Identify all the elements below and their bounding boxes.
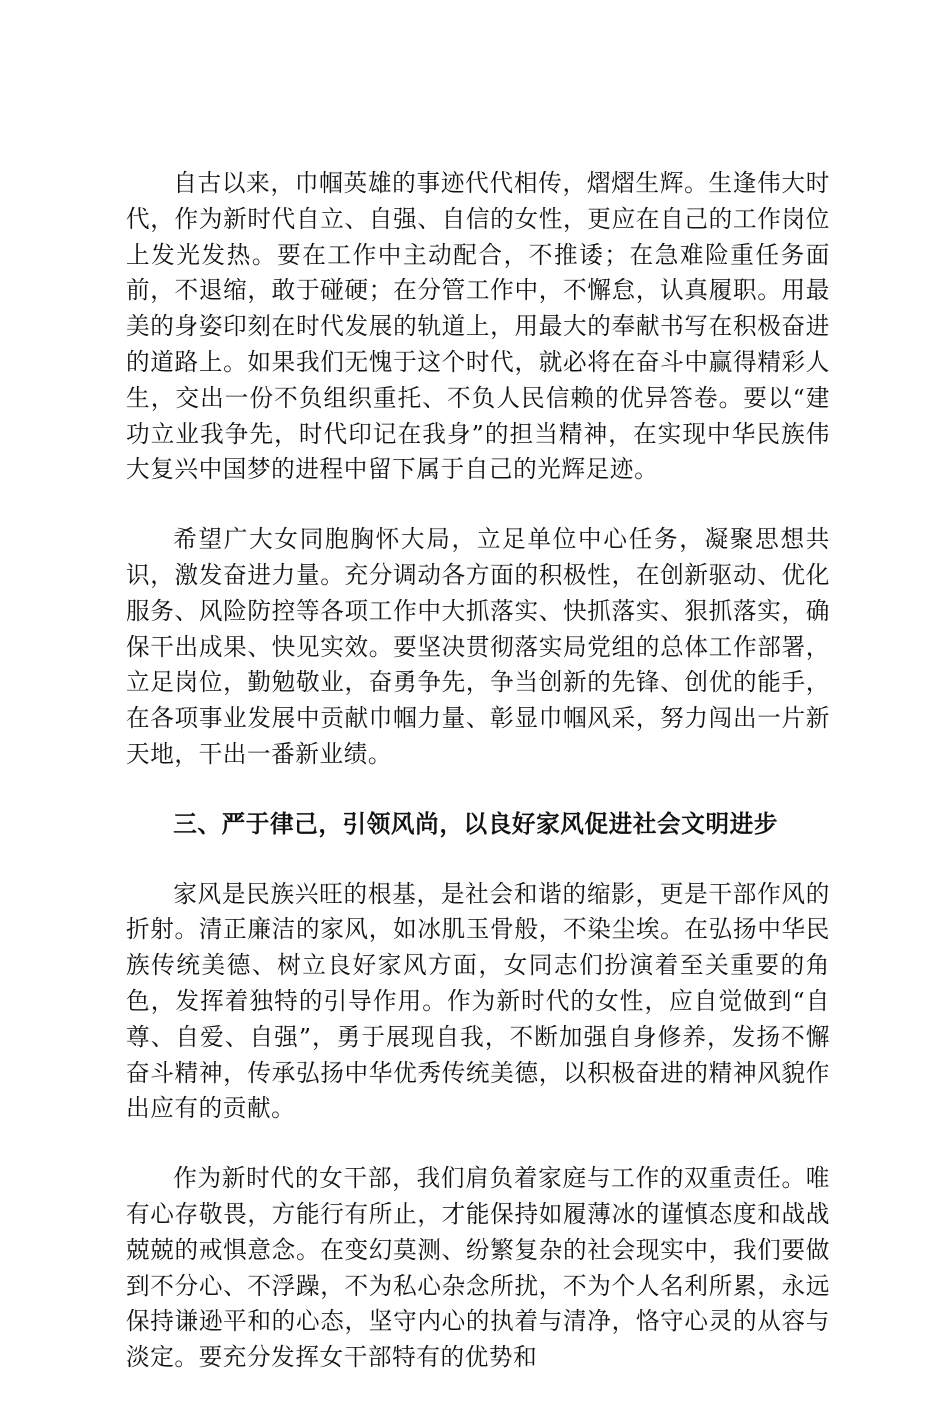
paragraph-hope: 希望广大女同胞胸怀大局，立足单位中心任务，凝聚思想共识，激发奋进力量。充分调动各方面的积极性，在创新驱动、优化服务、风险防控等各项工作中大抓落实、快抓落实、狠抓落实，确保干出成果、快见实效。要坚决贯彻落实局党组的总体工作部署，立足岗位，勤勉敬业，奋勇争先，争当创新的先锋、创优的能手，在各项事业发展中贡献巾帼力量、彰显巾帼风采，努力闯出一片新天地，干出一番新业绩。: [126, 525, 830, 768]
document-page: [126, 166, 830, 1410]
section-heading: 三、严于律己，引领风尚，以良好家风促进社会文明进步: [173, 809, 779, 838]
paragraph-female-cadres: 作为新时代的女干部，我们肩负着家庭与工作的双重责任。唯有心存敬畏，方能行有所止，才能保持如履薄冰的谨慎态度和战战兢兢的戒惧意念。在变幻莫测、纷繁复杂的社会现实中，我们要做到不分心、不浮躁，不为私心杂念所扰，不为个人名利所累，永远保持谦逊平和的心态，坚守内心的执着与清净，恪守心灵的从容与淡定。要充分发挥女干部特有的优势和: [126, 1164, 830, 1372]
paragraph-heroines: 自古以来，巾帼英雄的事迹代代相传，熠熠生辉。生逢伟大时代，作为新时代自立、自强、自信的女性，更应在自己的工作岗位上发光发热。要在工作中主动配合，不推诿；在急难险重任务面前，不退缩，敢于碰硬；在分管工作中，不懈怠，认真履职。用最美的身姿印刻在时代发展的轨道上，用最大的奉献书写在积极奋进的道路上。如果我们无愧于这个时代，就必将在奋斗中赢得精彩人生，交出一份不负组织重托、不负人民信赖的优异答卷。要以“建功立业我争先，时代印记在我身”的担当精神，在实现中华民族伟大复兴中国梦的进程中留下属于自己的光辉足迹。: [126, 169, 830, 484]
paragraph-family-style: 家风是民族兴旺的根基，是社会和谐的缩影，更是干部作风的折射。清正廉洁的家风，如冰肌玉骨般，不染尘埃。在弘扬中华民族传统美德、树立良好家风方面，女同志们扮演着至关重要的角色，发挥着独特的引导作用。作为新时代的女性，应自觉做到“自尊、自爱、自强”，勇于展现自我，不断加强自身修养，发扬不懈奋斗精神，传承弘扬中华优秀传统美德，以积极奋进的精神风貌作出应有的贡献。: [126, 879, 830, 1123]
